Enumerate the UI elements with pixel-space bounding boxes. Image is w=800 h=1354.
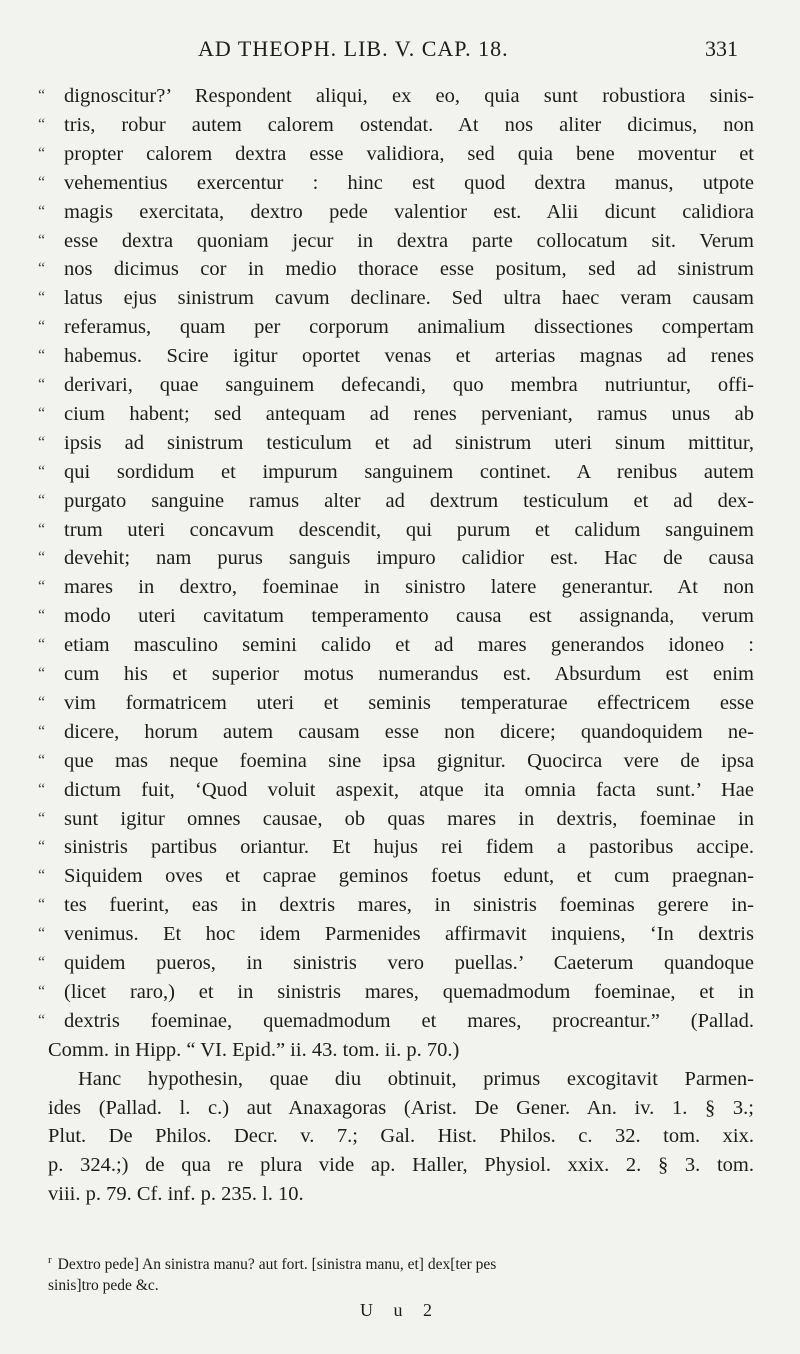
text-line [0, 371, 800, 399]
line-text: trum uteri concavum descendit, qui purum et calidum sanguinem [64, 518, 754, 541]
text-line [0, 602, 800, 630]
quote-mark: “ [38, 665, 46, 682]
quote-mark: “ [38, 693, 46, 711]
text-line [0, 660, 800, 688]
line-text: etiam masculino semini calido et ad mares generandos idoneo : [64, 634, 754, 657]
quote-mark: “ [38, 982, 46, 1000]
quote-mark: “ [38, 896, 46, 914]
line-text: magis exercitata, dextro pede valentior est. Alii dicunt calidiora [64, 200, 754, 223]
quote-mark: “ [38, 578, 46, 596]
footnote-line-2 [48, 1273, 760, 1299]
line-text: dextris foeminae, quemadmodum et mares, procreantur.” (Pallad. [64, 1009, 754, 1032]
quote-mark: “ [38, 318, 46, 336]
line-text: devehit; nam purus sanguis impuro calidior est. Hac de causa [64, 547, 754, 570]
text-line [0, 516, 800, 544]
quote-mark: “ [38, 925, 46, 943]
quote-mark: “ [38, 347, 46, 365]
line-text: Comm. in Hipp. “ VI. Epid.” ii. 43. tom. ii. p. 70.) [48, 1038, 460, 1061]
quote-mark: “ [38, 867, 46, 885]
line-text: esse dextra quoniam jecur in dextra parte collocatum sit. Verum [64, 229, 754, 252]
text-line [0, 284, 800, 312]
line-text: ipsis ad sinistrum testiculum et ad sinistrum uteri sinum mittitur, [64, 431, 754, 454]
quote-mark: “ [38, 636, 46, 654]
text-line [0, 400, 800, 428]
text-line [0, 544, 800, 572]
line-text: quidem pueros, in sinistris vero puellas.’ Caeterum quandoque [64, 952, 754, 974]
text-line [0, 862, 800, 890]
quote-mark: “ [38, 144, 46, 162]
line-text: sunt igitur omnes causae, ob quas mares in dextris, foeminae in [64, 807, 754, 830]
line-text: purgato sanguine ramus alter ad dextrum testiculum et ad dex- [64, 489, 754, 512]
quote-mark: “ [38, 260, 46, 278]
line-text: habemus. Scire igitur oportet venas et arterias magnas ad renes [64, 345, 754, 368]
line-text: tris, robur autem calorem ostendat. At nos aliter dicimus, non [64, 113, 754, 136]
text-line [0, 169, 800, 197]
line-text: vehementius exercentur : hinc est quod dextra manus, utpote [64, 171, 754, 194]
footnote-marker: r [48, 1254, 52, 1266]
text-line [0, 140, 800, 168]
quote-mark: “ [38, 115, 46, 133]
quote-mark: “ [38, 491, 46, 509]
text-line [0, 458, 800, 486]
quote-mark: “ [38, 173, 46, 191]
text-line [0, 313, 800, 341]
text-line [0, 1180, 800, 1208]
text-line [0, 1065, 800, 1093]
text-line [0, 833, 800, 861]
page-header [0, 36, 800, 66]
text-line [0, 198, 800, 226]
text-line [0, 689, 800, 717]
line-text: dignoscitur?’ Respondent aliqui, ex eo, quia sunt robustiora sinis- [64, 85, 754, 107]
line-text: viii. p. 79. Cf. inf. p. 235. l. 10. [48, 1183, 304, 1206]
text-line [0, 255, 800, 283]
line-text: referamus, quam per corporum animalium dissectiones compertam [64, 316, 754, 339]
text-line [0, 891, 800, 919]
quote-mark: “ [38, 433, 46, 451]
line-text: que mas neque foemina sine ipsa gignitur. Quocirca vere de ipsa [64, 749, 754, 772]
quote-mark: “ [38, 809, 46, 827]
line-text: dictum fuit, ‘Quod voluit aspexit, atque ita omnia facta sunt.’ Hae [64, 778, 754, 801]
text-line [0, 718, 800, 746]
line-text: (licet raro,) et in sinistris mares, quemadmodum foeminae, et in [64, 980, 754, 1003]
line-text: derivari, quae sanguinem defecandi, quo membra nutriuntur, offi- [64, 374, 754, 396]
quote-mark: “ [38, 520, 46, 538]
quote-mark: “ [38, 87, 46, 104]
footnote-text-1: Dextro pede] An sinistra manu? aut fort. [sinistra manu, et] dex[ter pes [57, 1256, 497, 1273]
quote-mark: “ [38, 751, 46, 769]
quote-mark: “ [38, 1011, 46, 1029]
line-text: dicere, horum autem causam esse non dicere; quandoquidem ne- [64, 720, 754, 743]
line-text: ides (Pallad. l. c.) aut Anaxagoras (Arist. De Gener. An. iv. 1. § 3.; [48, 1096, 754, 1119]
line-text: Hanc hypothesin, quae diu obtinuit, primus excogitavit Parmen- [78, 1067, 754, 1090]
text-line [0, 978, 800, 1006]
quote-mark: “ [38, 376, 46, 393]
text-line [0, 82, 800, 110]
text-line [0, 776, 800, 804]
line-text: qui sordidum et impurum sanguinem continet. A renibus autem [64, 460, 754, 483]
page-number: 331 [705, 36, 738, 61]
quote-mark: “ [38, 607, 46, 625]
line-text: nos dicimus cor in medio thorace esse positum, sed ad sinistrum [64, 258, 754, 281]
signature-mark: U u 2 [360, 1300, 440, 1320]
line-text: venimus. Et hoc idem Parmenides affirmavit inquiens, ‘In dextris [64, 923, 754, 946]
quote-mark: “ [38, 289, 46, 307]
line-text: mares in dextro, foeminae in sinistro latere generantur. At non [64, 576, 754, 599]
text-line [0, 920, 800, 948]
text-line [0, 805, 800, 833]
line-text: Siquidem oves et caprae geminos foetus edunt, et cum praegnan- [64, 865, 754, 888]
text-line [0, 1094, 800, 1122]
line-text: latus ejus sinistrum cavum declinare. Sed ultra haec veram causam [64, 287, 754, 310]
line-text: vim formatricem uteri et seminis temperaturae effectricem esse [64, 691, 754, 714]
line-text: propter calorem dextra esse validiora, sed quia bene moventur et [64, 142, 754, 165]
text-line [0, 227, 800, 255]
line-text: tes fuerint, eas in dextris mares, in sinistris foeminas gerere in- [64, 894, 754, 917]
text-line [0, 949, 800, 977]
line-text: modo uteri cavitatum temperamento causa est assignanda, verum [64, 605, 754, 628]
text-line [0, 573, 800, 601]
quote-mark: “ [38, 404, 46, 422]
footnote-text-2: sinis]tro pede &c. [48, 1277, 159, 1294]
text-line [0, 342, 800, 370]
quote-mark: “ [38, 462, 46, 480]
text-line [0, 487, 800, 515]
text-line [0, 429, 800, 457]
text-line [0, 1036, 800, 1064]
text-line [0, 631, 800, 659]
quote-mark: “ [38, 780, 46, 798]
text-line [0, 747, 800, 775]
quote-mark: “ [38, 549, 46, 567]
text-line [0, 111, 800, 139]
text-line [0, 1007, 800, 1035]
line-text: cum his et superior motus numerandus est. Absurdum est enim [64, 663, 754, 685]
line-text: sinistris partibus oriantur. Et hujus rei fidem a pastoribus accipe. [64, 836, 754, 859]
quote-mark: “ [38, 838, 46, 856]
quote-mark: “ [38, 722, 46, 740]
quote-mark: “ [38, 202, 46, 220]
text-line [0, 1151, 800, 1179]
text-line [0, 1122, 800, 1150]
line-text: Plut. De Philos. Decr. v. 7.; Gal. Hist. Philos. c. 32. tom. xix. [48, 1125, 754, 1148]
line-text: cium habent; sed antequam ad renes perveniant, ramus unus ab [64, 402, 754, 425]
running-title: AD THEOPH. LIB. V. CAP. 18. [198, 36, 509, 61]
line-text: p. 324.;) de qua re plura vide ap. Haller, Physiol. xxix. 2. § 3. tom. [48, 1154, 754, 1177]
quote-mark: “ [38, 231, 46, 249]
quote-mark: “ [38, 954, 46, 971]
